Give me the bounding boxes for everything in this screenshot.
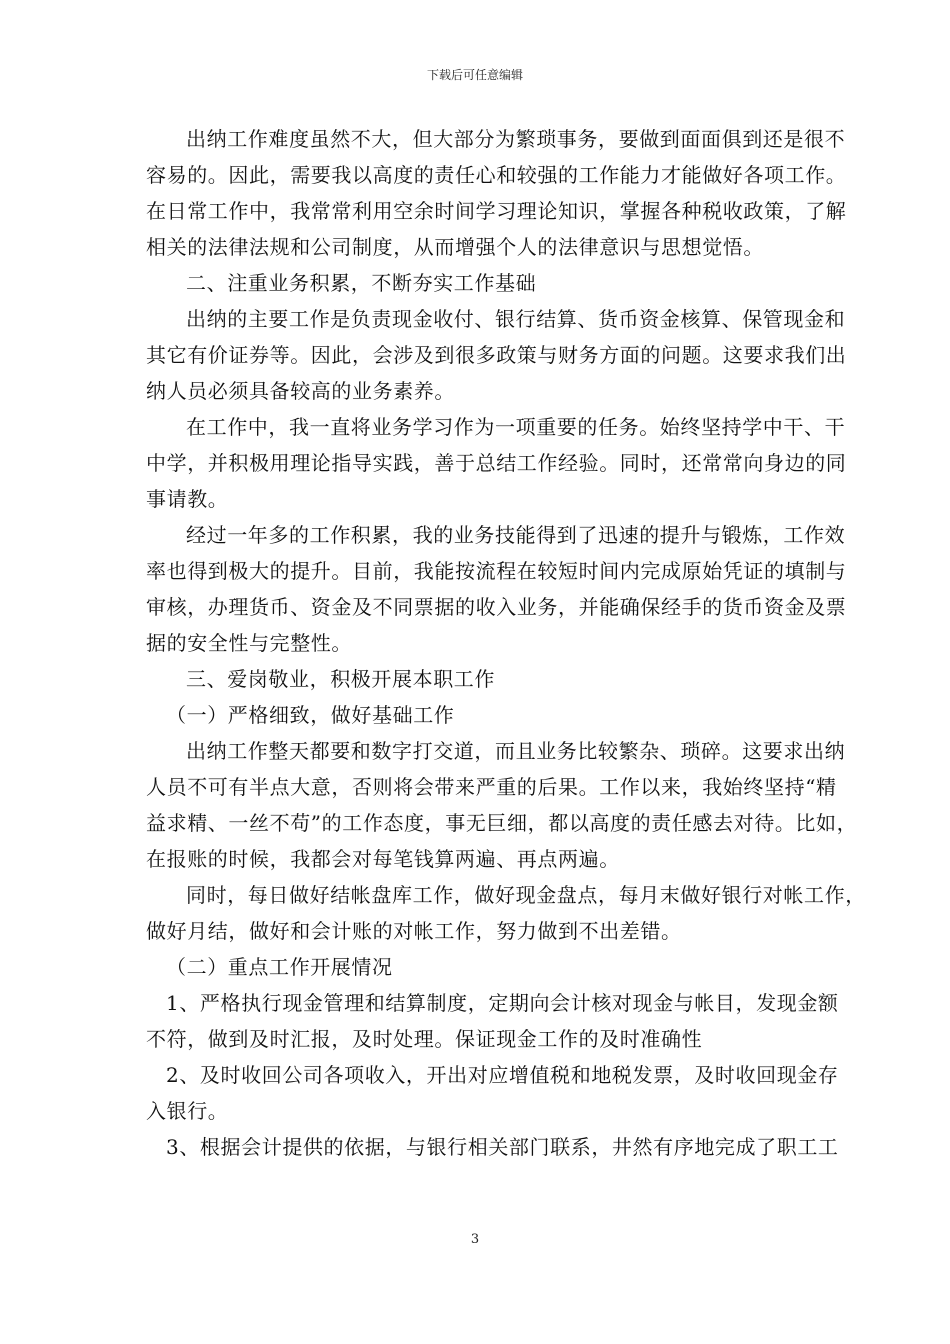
paragraph-line: 率也得到极大的提升。目前，我能按流程在较短时间内完成原始凭证的填制与 — [146, 559, 847, 583]
paragraph-line: 审核，办理货币、资金及不同票据的收入业务，并能确保经手的货币资金及票 — [146, 595, 847, 619]
paragraph-line: 在工作中，我一直将业务学习作为一项重要的任务。始终坚持学中干、干 — [186, 415, 846, 439]
page-number: 3 — [470, 1232, 480, 1247]
page-header: 下载后可任意编辑 — [426, 68, 523, 82]
section-heading: 二、注重业务积累，不断夯实工作基础 — [186, 271, 537, 295]
paragraph-line: 其它有价证券等。因此，会涉及到很多政策与财务方面的问题。这要求我们出 — [146, 343, 847, 367]
list-item-line: 1、严格执行现金管理和结算制度，定期向会计核对现金与帐目，发现金额 — [166, 991, 839, 1015]
paragraph-line: 做好月结，做好和会计账的对帐工作，努力做到不出差错。 — [146, 919, 682, 943]
paragraph-line: 中学，并积极用理论指导实践，善于总结工作经验。同时，还常常向身边的同 — [146, 451, 847, 475]
paragraph-line: 在报账的时候，我都会对每笔钱算两遍、再点两遍。 — [146, 847, 620, 871]
subsection-heading: （一）严格细致，做好基础工作 — [166, 703, 455, 727]
paragraph-line: 出纳工作难度虽然不大，但大部分为繁琐事务，要做到面面俱到还是很不 — [186, 127, 846, 151]
section-heading: 三、爱岗敬业，积极开展本职工作 — [186, 667, 495, 691]
paragraph-line: 相关的法律法规和公司制度，从而增强个人的法律意识与思想觉悟。 — [146, 235, 764, 259]
paragraph-line: 出纳工作整天都要和数字打交道，而且业务比较繁杂、琐碎。这要求出纳 — [186, 739, 846, 763]
list-item-line: 2、及时收回公司各项收入，开出对应增值税和地税发票，及时收回现金存 — [166, 1063, 839, 1087]
paragraph-line: 在日常工作中，我常常利用空余时间学习理论知识，掌握各种税收政策，了解 — [146, 199, 847, 223]
document-body — [146, 121, 866, 1165]
paragraph-line: 益求精、一丝不苟”的工作态度，事无巨细，都以高度的责任感去对待。比如， — [146, 811, 858, 835]
list-item-line: 不符，做到及时汇报，及时处理。保证现金工作的及时准确性 — [146, 1027, 703, 1051]
list-item-line: 3、根据会计提供的依据，与银行相关部门联系，井然有序地完成了职工工 — [166, 1135, 839, 1159]
paragraph-line: 同时，每日做好结帐盘库工作，做好现金盘点，每月末做好银行对帐工作， — [186, 883, 866, 907]
paragraph-line: 人员不可有半点大意，否则将会带来严重的后果。工作以来，我始终坚持“精 — [146, 775, 837, 799]
paragraph-line: 事请教。 — [146, 487, 229, 511]
paragraph-line: 经过一年多的工作积累，我的业务技能得到了迅速的提升与锻炼，工作效 — [186, 523, 846, 547]
subsection-heading: （二）重点工作开展情况 — [166, 955, 393, 979]
paragraph-line: 出纳的主要工作是负责现金收付、银行结算、货币资金核算、保管现金和 — [186, 307, 846, 331]
paragraph-line: 据的安全性与完整性。 — [146, 631, 352, 655]
list-item-line: 入银行。 — [146, 1099, 229, 1123]
paragraph-line: 纳人员必须具备较高的业务素养。 — [146, 379, 455, 403]
paragraph-line: 容易的。因此，需要我以高度的责任心和较强的工作能力才能做好各项工作。 — [146, 163, 847, 187]
